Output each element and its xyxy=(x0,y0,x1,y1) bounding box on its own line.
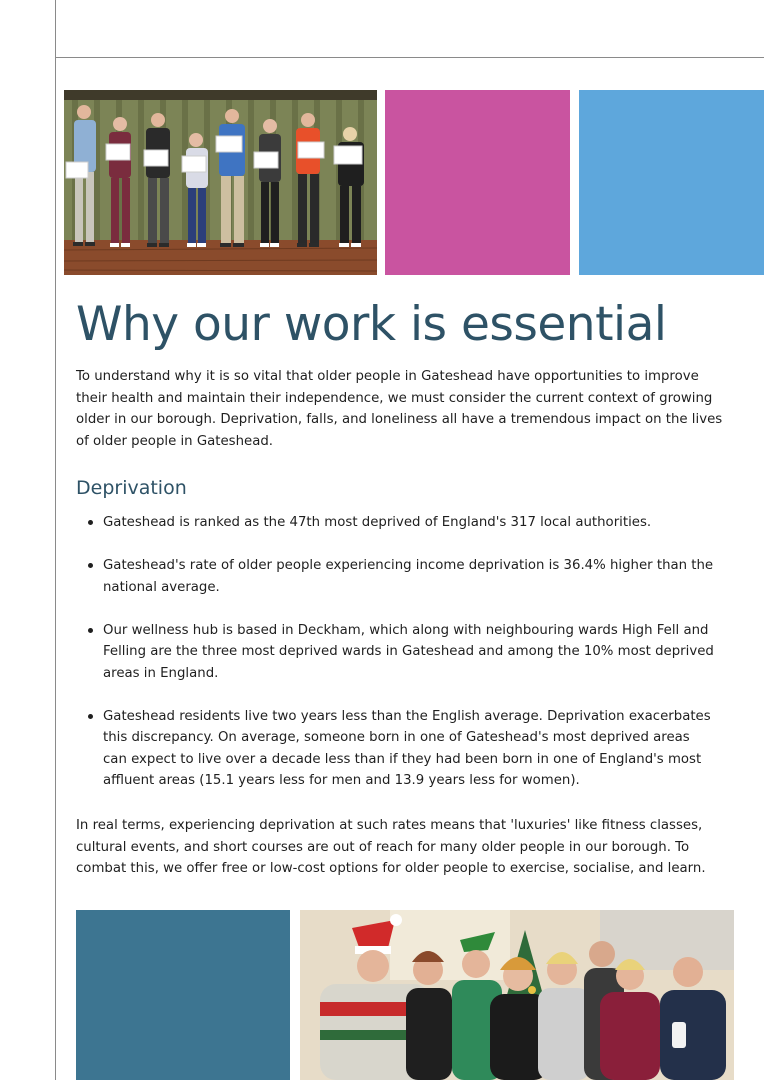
header-rule xyxy=(55,57,764,58)
pink-color-block xyxy=(385,90,570,275)
closing-paragraph: In real terms, experiencing deprivation at such rates means that 'luxuries' like fitness classes, cultural events, and short courses are out of reach for many older people in our borough. To combat this, we offer free or low-cost options for older people to exercise, socialise, and learn. xyxy=(76,818,706,876)
christmas-group-photo xyxy=(300,910,734,1080)
teal-color-block xyxy=(76,910,290,1080)
left-margin-rule xyxy=(55,0,56,1080)
blue-color-block xyxy=(579,90,764,275)
intro-paragraph: To understand why it is so vital that older people in Gateshead have opportunities to improve their health and maintain their independence, we must consider the current context of growing older in our borough. Deprivation, falls, and loneliness all have a tremendous impact on the lives of older people in Gateshead. xyxy=(76,369,723,449)
bullet-item: Gateshead's rate of older people experiencing income deprivation is 36.4% higher than the national average. xyxy=(87,555,717,598)
bullet-item: Our wellness hub is based in Deckham, which along with neighbouring wards High Fell and Felling are the three most deprived wards in Gateshead and among the 10% most deprived areas in England. xyxy=(87,620,717,685)
bullet-item: Gateshead is ranked as the 47th most deprived of England's 317 local authorities. xyxy=(87,512,717,534)
certificate-group-photo xyxy=(64,90,377,275)
bullet-item: Gateshead residents live two years less than the English average. Deprivation exacerbates this discrepancy. On average, someone born in one of Gateshead's most deprived areas can expect to live over a decade less than if they had been born in one of England's most affluent areas (15.1 years less for men and 13.9 years less for women). xyxy=(87,706,717,792)
deprivation-heading: Deprivation xyxy=(76,477,187,499)
deprivation-bullet-list xyxy=(87,512,717,792)
page-title: Why our work is essential xyxy=(76,297,667,352)
